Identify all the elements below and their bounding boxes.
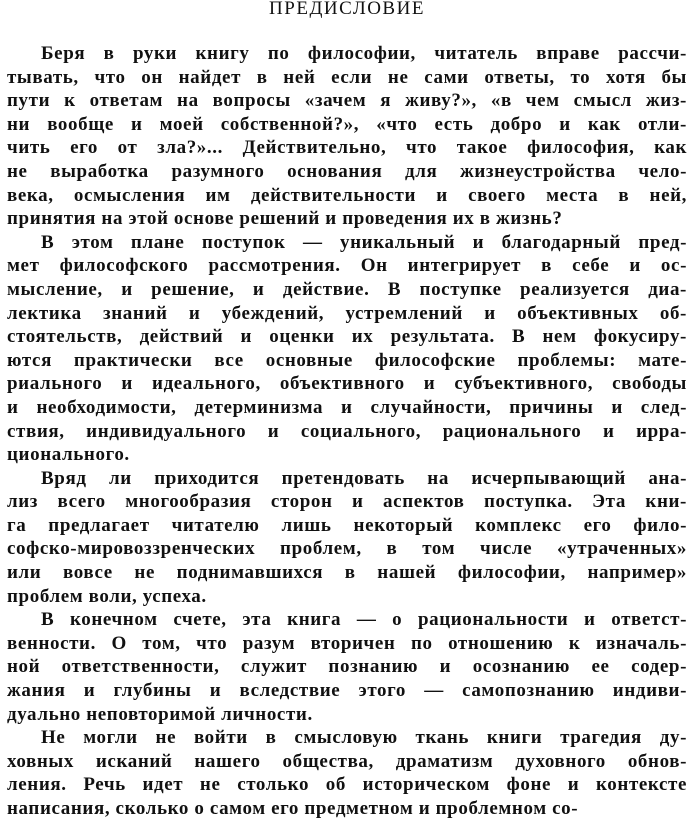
- text-line: Вряд ли приходится претендовать на исчерпывающий ана-: [41, 467, 687, 489]
- text-line: ни вообще и моей собственной?», «что есть добро и как отли-: [7, 113, 687, 135]
- text-line: га предлагает читателю лишь некоторый комплекс его фило-: [7, 514, 687, 536]
- text-line: стоятельств, действий и оценки их результата. В нем фокусиру-: [7, 326, 687, 348]
- text-line: ной ответственности, служит познанию и осознанию ее содер-: [7, 656, 687, 678]
- paragraph: [7, 467, 687, 609]
- text-line: написания, сколько о самом его предметном и проблемном со-: [7, 798, 579, 819]
- paragraph: [7, 231, 687, 467]
- text-line: жания и глубины и вследствие этого — самопознанию индиви-: [7, 680, 687, 702]
- heading-gap: [7, 22, 687, 42]
- text-line: Не могли не войти в смысловую ткань книги трагедия ду-: [41, 727, 687, 749]
- text-line: софско-мировоззренческих проблем, в том числе «утраченных»: [7, 538, 687, 560]
- text-line: ховных исканий нашего общества, драматизм духовного обнов-: [7, 750, 687, 772]
- text-line: лиз всего многообразия сторон и аспектов поступка. Эта кни-: [7, 491, 687, 513]
- paragraph: [7, 42, 687, 231]
- page-heading: ПРЕДИСЛОВИЕ: [269, 0, 425, 19]
- paragraph: [7, 726, 687, 820]
- text-line: лектика знаний и убеждений, устремлений и объективных об-: [7, 302, 687, 324]
- text-line: чить его от зла?»... Действительно, что такое философия, как: [7, 137, 687, 159]
- paragraph: [7, 608, 687, 726]
- text-line: или вовсе не поднимавшихся в нашей философии, например»: [7, 562, 687, 584]
- text-line: Беря в руки книгу по философии, читатель вправе рассчи-: [41, 43, 687, 64]
- text-line: ются практически все основные философские проблемы: мате-: [7, 349, 687, 371]
- text-line: мысление, и решение, и действие. В поступке реализуется диа-: [7, 278, 687, 300]
- text-line: века, осмысления им действительности и своего места в ней,: [7, 184, 687, 206]
- body-text: [7, 42, 687, 821]
- text-line: мет философского рассмотрения. Он интегрирует в себе и ос-: [7, 255, 687, 277]
- text-line: и необходимости, детерминизма и случайности, причины и след-: [7, 396, 687, 418]
- text-line: принятия на этой основе решений и проведения их в жизнь?: [7, 208, 563, 230]
- text-line: венности. О том, что разум вторичен по отношению к изначаль-: [7, 632, 687, 654]
- text-line: не выработка разумного основания для жизнеустройства чело-: [7, 160, 687, 182]
- text-line: ционального.: [7, 444, 130, 466]
- text-line: тывать, что он найдет в ней если не сами ответы, то хотя бы: [7, 66, 687, 88]
- text-line: риального и идеального, объективного и субъективного, свободы: [7, 373, 687, 395]
- text-line: дуально неповторимой личности.: [7, 703, 313, 725]
- text-line: проблем воли, успеха.: [7, 585, 207, 607]
- text-line: ствия, индивидуального и социального, рационального и ирра-: [7, 420, 687, 442]
- text-line: пути к ответам на вопросы «зачем я живу?», «в чем смысл жиз-: [7, 90, 687, 112]
- text-line: В конечном счете, эта книга — о рациональности и ответст-: [41, 609, 687, 631]
- text-line: В этом плане поступок — уникальный и благодарный пред-: [41, 231, 687, 253]
- text-line: ления. Речь идет не столько об историческом фоне и контексте: [7, 774, 687, 796]
